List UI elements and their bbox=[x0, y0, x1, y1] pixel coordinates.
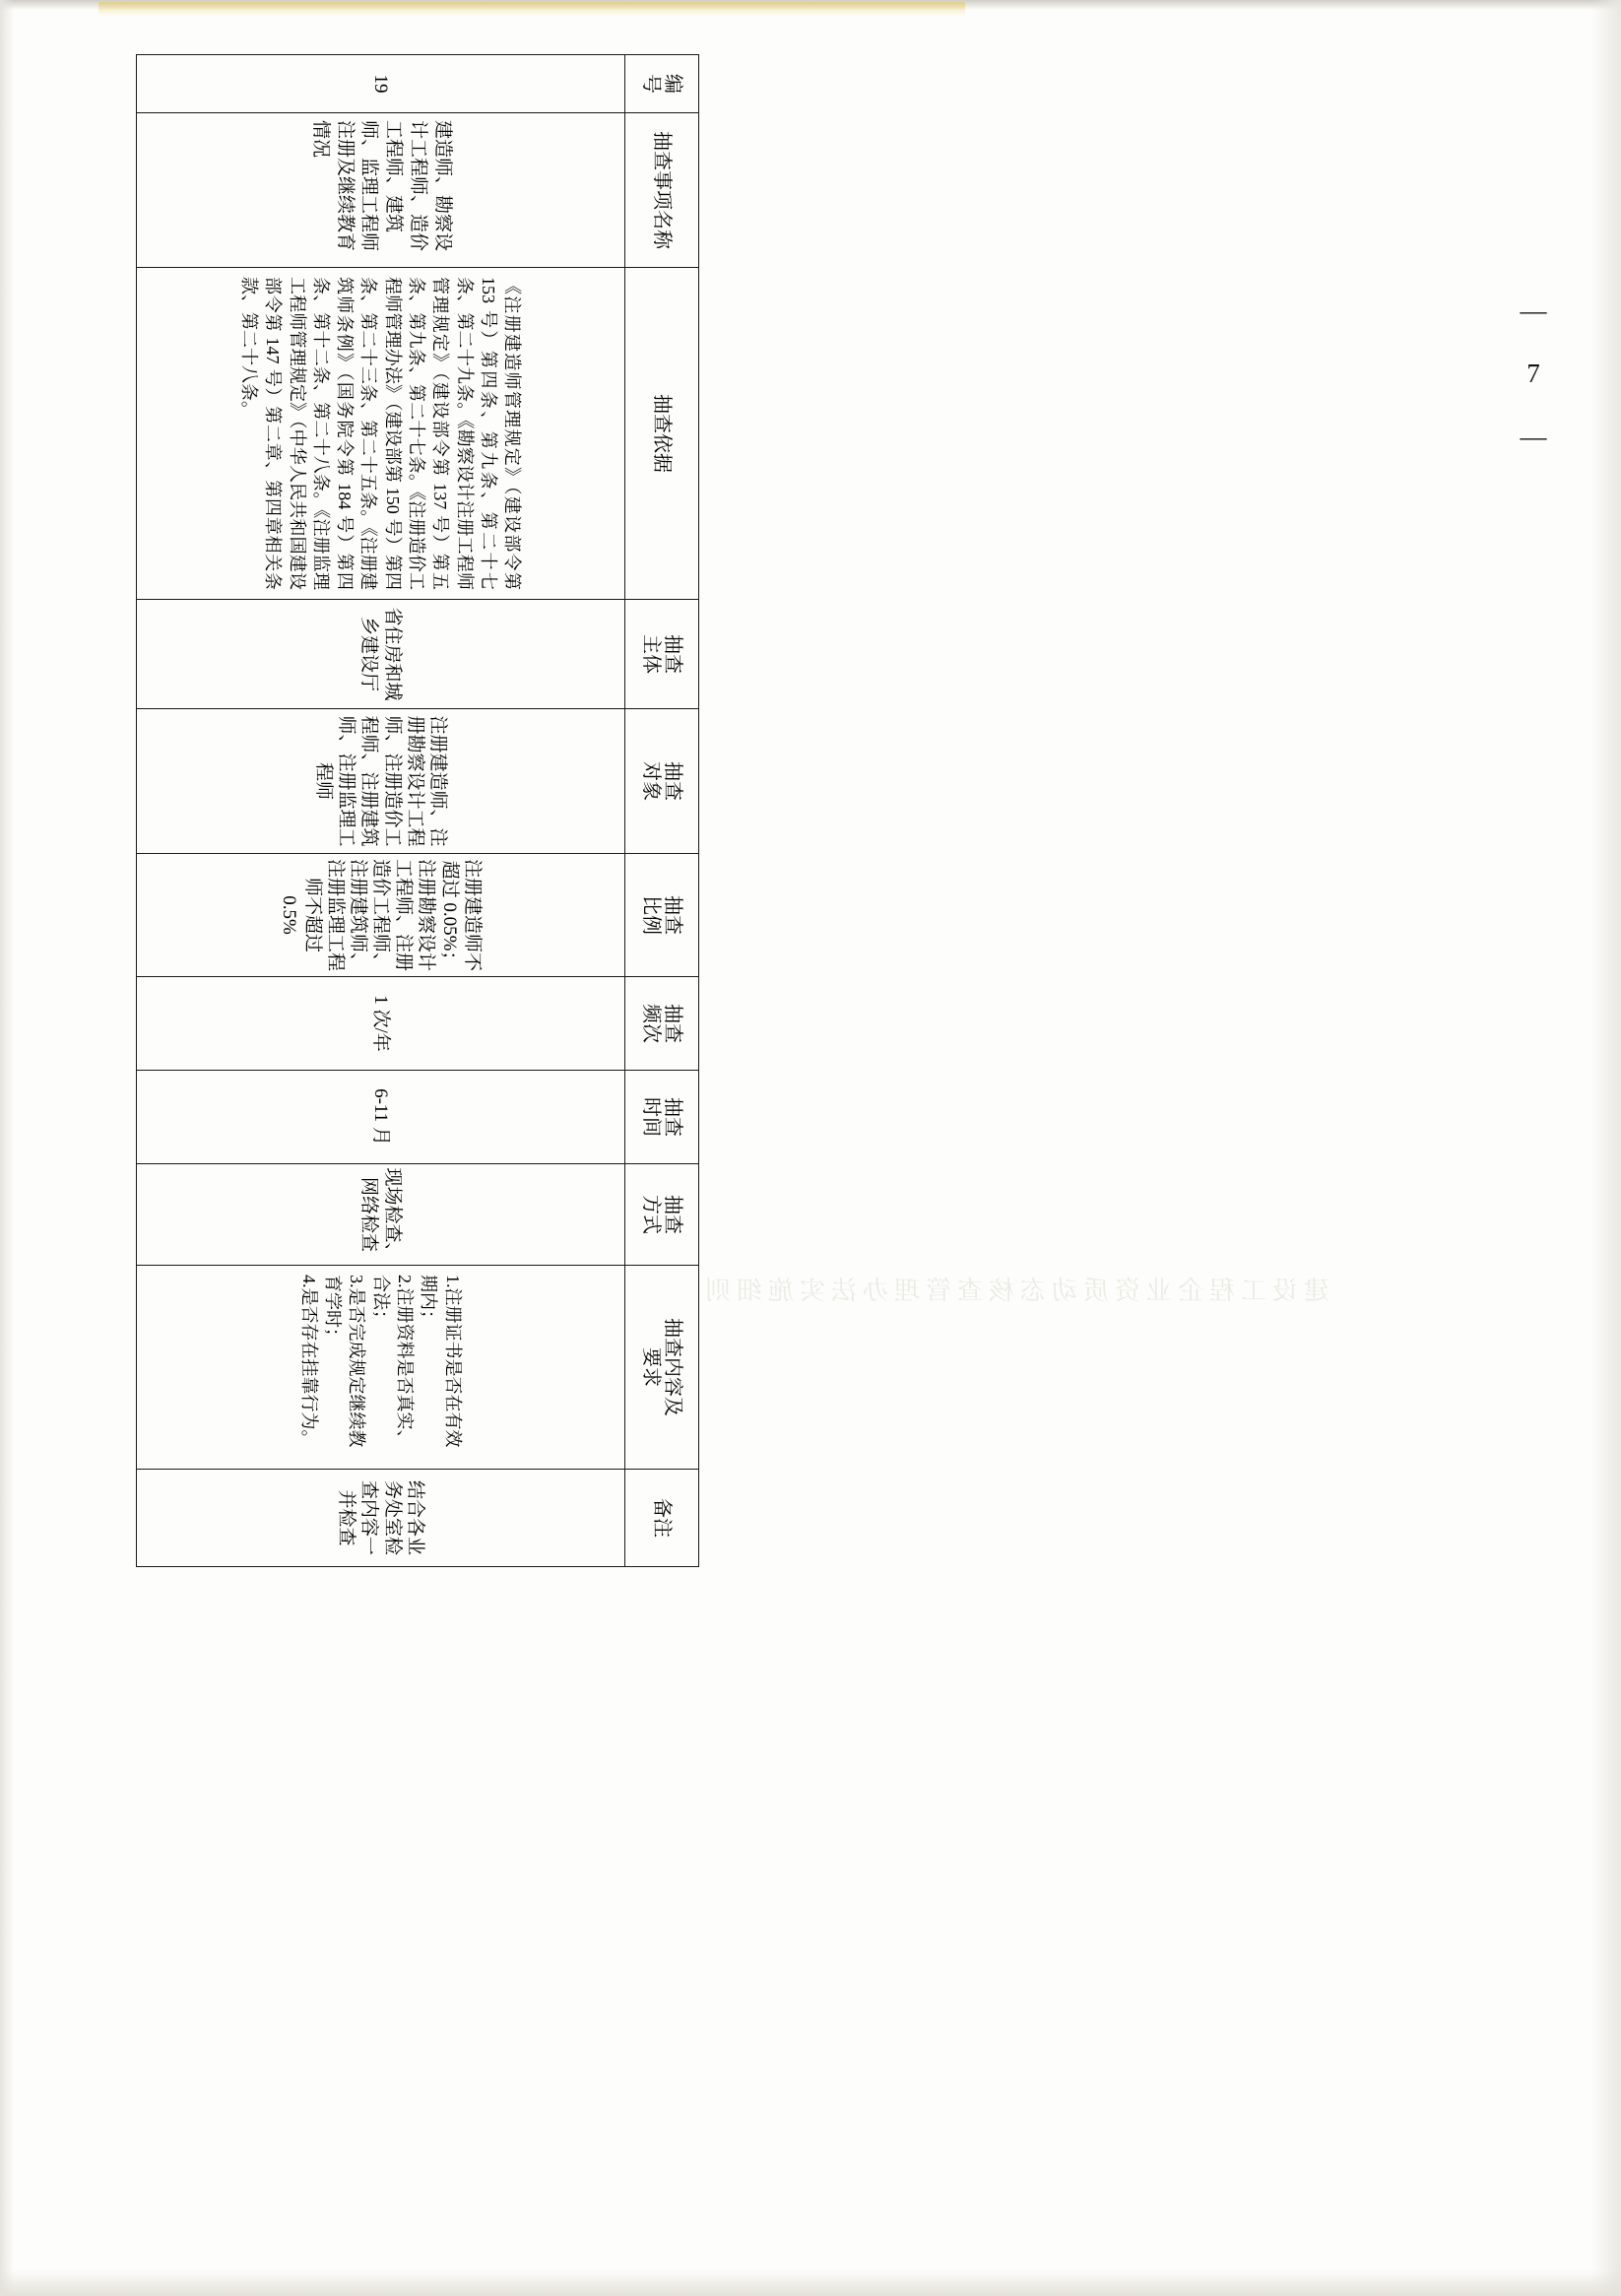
cell-frequency: 1 次/年 bbox=[137, 977, 625, 1071]
cell-time: 6-11 月 bbox=[137, 1071, 625, 1164]
content-line: 1.注册证书是否在有效期内； bbox=[419, 1275, 463, 1448]
header-basis: 抽查依据 bbox=[625, 268, 699, 600]
content-line: 3.是否完成规定继续教育学时； bbox=[323, 1275, 367, 1448]
header-object: 抽查 对象 bbox=[625, 709, 699, 854]
table-row bbox=[137, 55, 625, 1567]
inspection-table-wrapper bbox=[136, 54, 699, 1555]
basis-text: 《注册建造师管理规定》（建设部令第 153 号）第四条、第九条、第二十七条、第二十九条。《勘察设计注册工程师管理规定》（建设部令第 137 号）第五条、第九条、第二十七条。《注册造价工程师管理办法》（建设部第 150 号）第四条、第二十三条、第二十五条。《注册建筑师条例》（国务院令第 184 号）第四条、第十二条、第二十八条。《注册监理工程师管理规定》（中华人民共和国建设部令第 147 号）第二章、第四章相关条款、第二十八条。 bbox=[239, 277, 523, 590]
scan-edge-top bbox=[0, 0, 1621, 10]
header-remark: 备注 bbox=[625, 1470, 699, 1567]
cell-method: 现场检查、网络检查 bbox=[137, 1164, 625, 1266]
inspection-table bbox=[136, 54, 699, 1567]
cell-item-name bbox=[137, 113, 625, 268]
table-header-row bbox=[625, 55, 699, 1567]
header-frequency: 抽查 频次 bbox=[625, 977, 699, 1071]
content-line: 2.注册资料是否真实、合法； bbox=[370, 1275, 415, 1448]
scan-edge-right bbox=[1591, 0, 1621, 2296]
item-name-text: 建造师、勘察设计工程师、造价工程师、建筑师、监理工程师注册及继续教育情况 bbox=[310, 120, 453, 252]
scan-edge-bottom bbox=[0, 2270, 1621, 2296]
bleed-through-text: 建设工程企业资质动态核查管理办法实施细则 bbox=[698, 1277, 1329, 1305]
header-method: 抽查 方式 bbox=[625, 1164, 699, 1266]
cell-remark: 结合各业务处室检查内容一并检查 bbox=[137, 1470, 625, 1567]
cell-ratio: 注册建造师不超过 0.05%；注册勘察设计工程师、注册造价工程师、注册建筑师、注册监理工程师不超过 0.5% bbox=[137, 854, 625, 977]
cell-object: 注册建造师、注册勘察设计工程师、注册造价工程师、注册建筑师、注册监理工程师 bbox=[137, 709, 625, 854]
header-ratio: 抽查 比例 bbox=[625, 854, 699, 977]
cell-content bbox=[137, 1266, 625, 1470]
cell-subject: 省住房和城乡建设厅 bbox=[137, 600, 625, 709]
header-subject: 抽查 主体 bbox=[625, 600, 699, 709]
highlight-smudge bbox=[98, 2, 965, 16]
header-no: 编 号 bbox=[625, 55, 699, 113]
page-number: — 7 — bbox=[1519, 295, 1548, 453]
cell-basis bbox=[137, 268, 625, 600]
header-time: 抽查 时间 bbox=[625, 1071, 699, 1164]
header-item-name: 抽查事项名称 bbox=[625, 113, 699, 268]
header-content: 抽查内容及 要求 bbox=[625, 1266, 699, 1470]
cell-no: 19 bbox=[137, 55, 625, 113]
scan-edge-left bbox=[0, 0, 14, 2296]
content-list bbox=[294, 1269, 466, 1466]
content-line: 4.是否存在挂靠行为。 bbox=[298, 1275, 319, 1448]
